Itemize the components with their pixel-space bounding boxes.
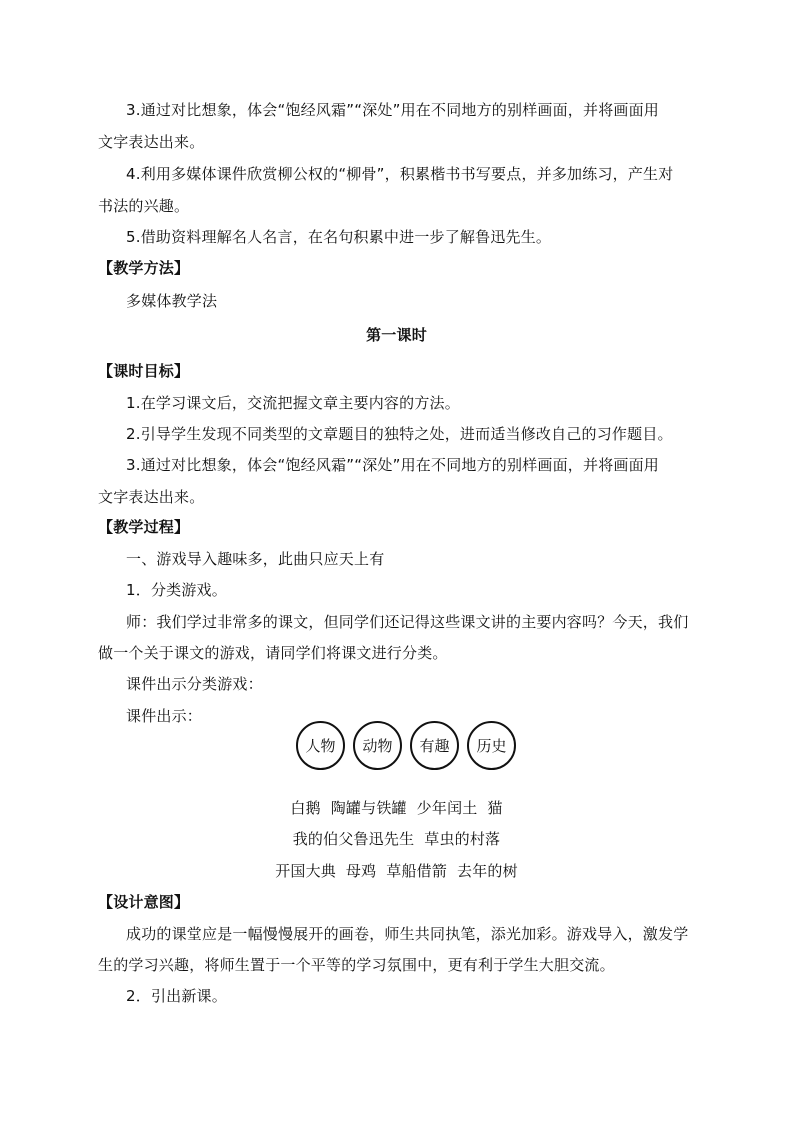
process-line: 一、游戏导入趣味多，此曲只应天上有 bbox=[126, 550, 385, 568]
category-circle-people: 人物 bbox=[296, 721, 345, 770]
lesson-goal-line: 3.通过对比想象，体会“饱经风霜”“深处”用在不同地方的别样画面，并将画面用 bbox=[126, 456, 659, 474]
category-circle-history: 历史 bbox=[467, 721, 516, 770]
design-line: 成功的课堂应是一幅慢慢展开的画卷，师生共同执笔，添光加彩。游戏导入，激发学 bbox=[126, 925, 689, 943]
method-text: 多媒体教学法 bbox=[126, 292, 218, 310]
lesson-list-row: 我的伯父鲁迅先生 草虫的村落 bbox=[292, 830, 501, 848]
objective-line: 5.借助资料理解名人名言，在名句积累中进一步了解鲁迅先生。 bbox=[126, 228, 552, 246]
process-heading: 【教学过程】 bbox=[98, 518, 190, 536]
design-line: 2．引出新课。 bbox=[126, 987, 227, 1005]
objective-line: 书法的兴趣。 bbox=[98, 197, 190, 215]
process-line: 做一个关于课文的游戏，请同学们将课文进行分类。 bbox=[98, 644, 448, 662]
category-circle-fun: 有趣 bbox=[410, 721, 459, 770]
lesson-goal-heading: 【课时目标】 bbox=[98, 362, 190, 380]
method-heading: 【教学方法】 bbox=[98, 259, 190, 277]
design-heading: 【设计意图】 bbox=[98, 893, 190, 911]
design-line: 生的学习兴趣，将师生置于一个平等的学习氛围中，更有利于学生大胆交流。 bbox=[98, 956, 615, 974]
lesson-title: 第一课时 bbox=[366, 326, 427, 344]
process-line: 课件出示分类游戏： bbox=[126, 675, 263, 693]
process-line: 1．分类游戏。 bbox=[126, 581, 227, 599]
process-line: 师：我们学过非常多的课文，但同学们还记得这些课文讲的主要内容吗？今天，我们 bbox=[126, 613, 689, 631]
lesson-goal-line: 文字表达出来。 bbox=[98, 488, 205, 506]
objective-line: 4.利用多媒体课件欣赏柳公权的“柳骨”，积累楷书书写要点，并多加练习，产生对 bbox=[126, 165, 674, 183]
objective-line: 文字表达出来。 bbox=[98, 133, 205, 151]
objective-line: 3.通过对比想象，体会“饱经风霜”“深处”用在不同地方的别样画面，并将画面用 bbox=[126, 101, 659, 119]
category-circles bbox=[296, 721, 521, 773]
lesson-list-row: 白鹅 陶罐与铁罐 少年闰土 猫 bbox=[290, 799, 503, 817]
category-circle-animals: 动物 bbox=[353, 721, 402, 770]
process-line: 课件出示： bbox=[126, 707, 203, 725]
lesson-goal-line: 2.引导学生发现不同类型的文章题目的独特之处，进而适当修改自己的习作题目。 bbox=[126, 425, 673, 443]
lesson-goal-line: 1.在学习课文后，交流把握文章主要内容的方法。 bbox=[126, 394, 460, 412]
lesson-list-row: 开国大典 母鸡 草船借箭 去年的树 bbox=[275, 862, 518, 880]
